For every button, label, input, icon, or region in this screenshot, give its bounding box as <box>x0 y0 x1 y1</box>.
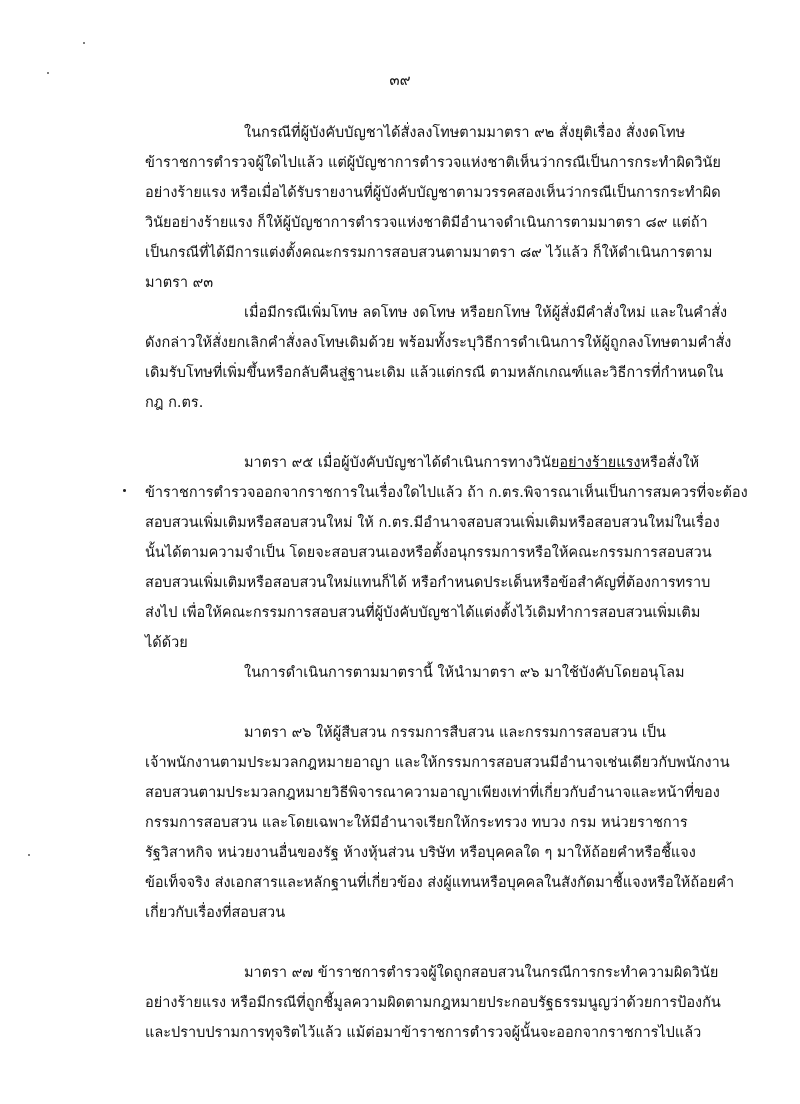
scan-speck <box>28 854 30 856</box>
paragraph-2-line: กฎ ก.ตร. <box>145 395 204 411</box>
paragraph-1-line: วินัยอย่างร้ายแรง ก็ให้ผู้บัญชาการตำรวจแห่งชาติมีอำนาจดำเนินการตามมาตรา ๘๙ แต่ถ้า <box>145 215 708 231</box>
paragraph-2-line: เดิมรับโทษที่เพิ่มขึ้นหรือกลับคืนสู่ฐานะเดิม แล้วแต่กรณี ตามหลักเกณฑ์และวิธีการที่กำหนดใน <box>145 365 724 381</box>
paragraph-2-line: ดังกล่าวให้สั่งยกเลิกคำสั่งลงโทษเดิมด้วย พร้อมทั้งระบุวิธีการดำเนินการให้ผู้ถูกลงโทษตามคำสั่ง <box>145 335 732 351</box>
section-97-line: อย่างร้ายแรง หรือมีกรณีที่ถูกชี้มูลความผิดตามกฎหมายประกอบรัฐธรรมนูญว่าด้วยการป้องกัน <box>145 995 721 1011</box>
section-96-line: สอบสวนตามประมวลกฎหมายวิธีพิจารณาความอาญาเพียงเท่าที่เกี่ยวกับอำนาจและหน้าที่ของ <box>145 785 720 801</box>
paragraph-1-line: เป็นกรณีที่ได้มีการแต่งตั้งคณะกรรมการสอบสวนตามมาตรา ๘๙ ไว้แล้ว ก็ให้ดำเนินการตาม <box>145 245 713 261</box>
section-96-line: ข้อเท็จจริง ส่งเอกสารและหลักฐานที่เกี่ยวข้อง ส่งผู้แทนหรือบุคคลในสังกัดมาชี้แจงหรือให้ถ้อยคำ <box>145 875 735 891</box>
section-95-line: นั้นได้ตามความจำเป็น โดยจะสอบสวนเองหรือตั้งอนุกรรมการหรือให้คณะกรรมการสอบสวน <box>145 545 712 561</box>
section-96-line: เจ้าพนักงานตามประมวลกฎหมายอาญา และให้กรรมการสอบสวนมีอำนาจเช่นเดียวกับพนักงาน <box>145 755 730 771</box>
section-97-line: และปราบปรามการทุจริตไว้แล้ว แม้ต่อมาข้าราชการตำรวจผู้นั้นจะออกจากราชการไปแล้ว <box>145 1025 702 1041</box>
section-95-text-post: หรือสั่งให้ <box>640 455 700 471</box>
section-95-line: ข้าราชการตำรวจออกจากราชการในเรื่องใดไปแล้ว ถ้า ก.ตร.พิจารณาเห็นเป็นการสมควรที่จะต้อง <box>145 485 748 501</box>
section-95-line: ได้ด้วย <box>145 635 188 651</box>
section-96-line: เกี่ยวกับเรื่องที่สอบสวน <box>145 905 286 921</box>
scan-speck <box>83 42 85 44</box>
section-96-line: รัฐวิสาหกิจ หน่วยงานอื่นของรัฐ ห้างหุ้นส่วน บริษัท หรือบุคคลใด ๆ มาให้ถ้อยคำหรือชี้แจง <box>145 845 696 861</box>
section-95-line: สอบสวนเพิ่มเติมหรือสอบสวนใหม่แทนก็ได้ หรือกำหนดประเด็นหรือข้อสำคัญที่ต้องการทราบ <box>145 575 711 591</box>
section-95-line: สอบสวนเพิ่มเติมหรือสอบสวนใหม่ ให้ ก.ตร.มีอำนาจสอบสวนเพิ่มเติมหรือสอบสวนใหม่ในเรื่อง <box>145 515 720 531</box>
section-95-text-pre: มาตรา ๙๕ เมื่อผู้บังคับบัญชาได้ดำเนินการทางวินัย <box>244 455 560 471</box>
page-number: ๓๙ <box>389 71 411 89</box>
paragraph-1-line: มาตรา ๙๓ <box>145 275 214 291</box>
paragraph-1-line: อย่างร้ายแรง หรือเมื่อได้รับรายงานที่ผู้บังคับบัญชาตามวรรคสองเห็นว่ากรณีเป็นการกระทำผิด <box>145 185 721 201</box>
scan-bullet-mark <box>123 489 126 492</box>
section-96-line: กรรมการสอบสวน และโดยเฉพาะให้มีอำนาจเรียกให้กระทรวง ทบวง กรม หน่วยราชการ <box>145 815 688 831</box>
section-95-underlined-text: อย่างร้ายแรง <box>559 455 641 471</box>
paragraph-1-line: ในกรณีที่ผู้บังคับบัญชาได้สั่งลงโทษตามมาตรา ๙๒ สั่งยุติเรื่อง สั่งงดโทษ <box>244 125 686 141</box>
section-95-first-line <box>244 453 699 473</box>
section-96-line: มาตรา ๙๖ ให้ผู้สืบสวน กรรมการสืบสวน และกรรมการสอบสวน เป็น <box>244 725 666 741</box>
paragraph-1-line: ข้าราชการตำรวจผู้ใดไปแล้ว แต่ผู้บัญชาการตำรวจแห่งชาติเห็นว่ากรณีเป็นการกระทำผิดวินัย <box>145 155 721 171</box>
paragraph-2-line: เมื่อมีกรณีเพิ่มโทษ ลดโทษ งดโทษ หรือยกโทษ ให้ผู้สั่งมีคำสั่งใหม่ และในคำสั่ง <box>244 305 728 321</box>
section-97-line: มาตรา ๙๗ ข้าราชการตำรวจผู้ใดถูกสอบสวนในกรณีการกระทำความผิดวินัย <box>244 965 719 981</box>
section-95-extra-paragraph: ในการดำเนินการตามมาตรานี้ ให้นำมาตรา ๙๖ มาใช้บังคับโดยอนุโลม <box>244 665 685 681</box>
section-95-line: ส่งไป เพื่อให้คณะกรรมการสอบสวนที่ผู้บังคับบัญชาได้แต่งตั้งไว้เดิมทำการสอบสวนเพิ่มเติม <box>145 605 701 621</box>
